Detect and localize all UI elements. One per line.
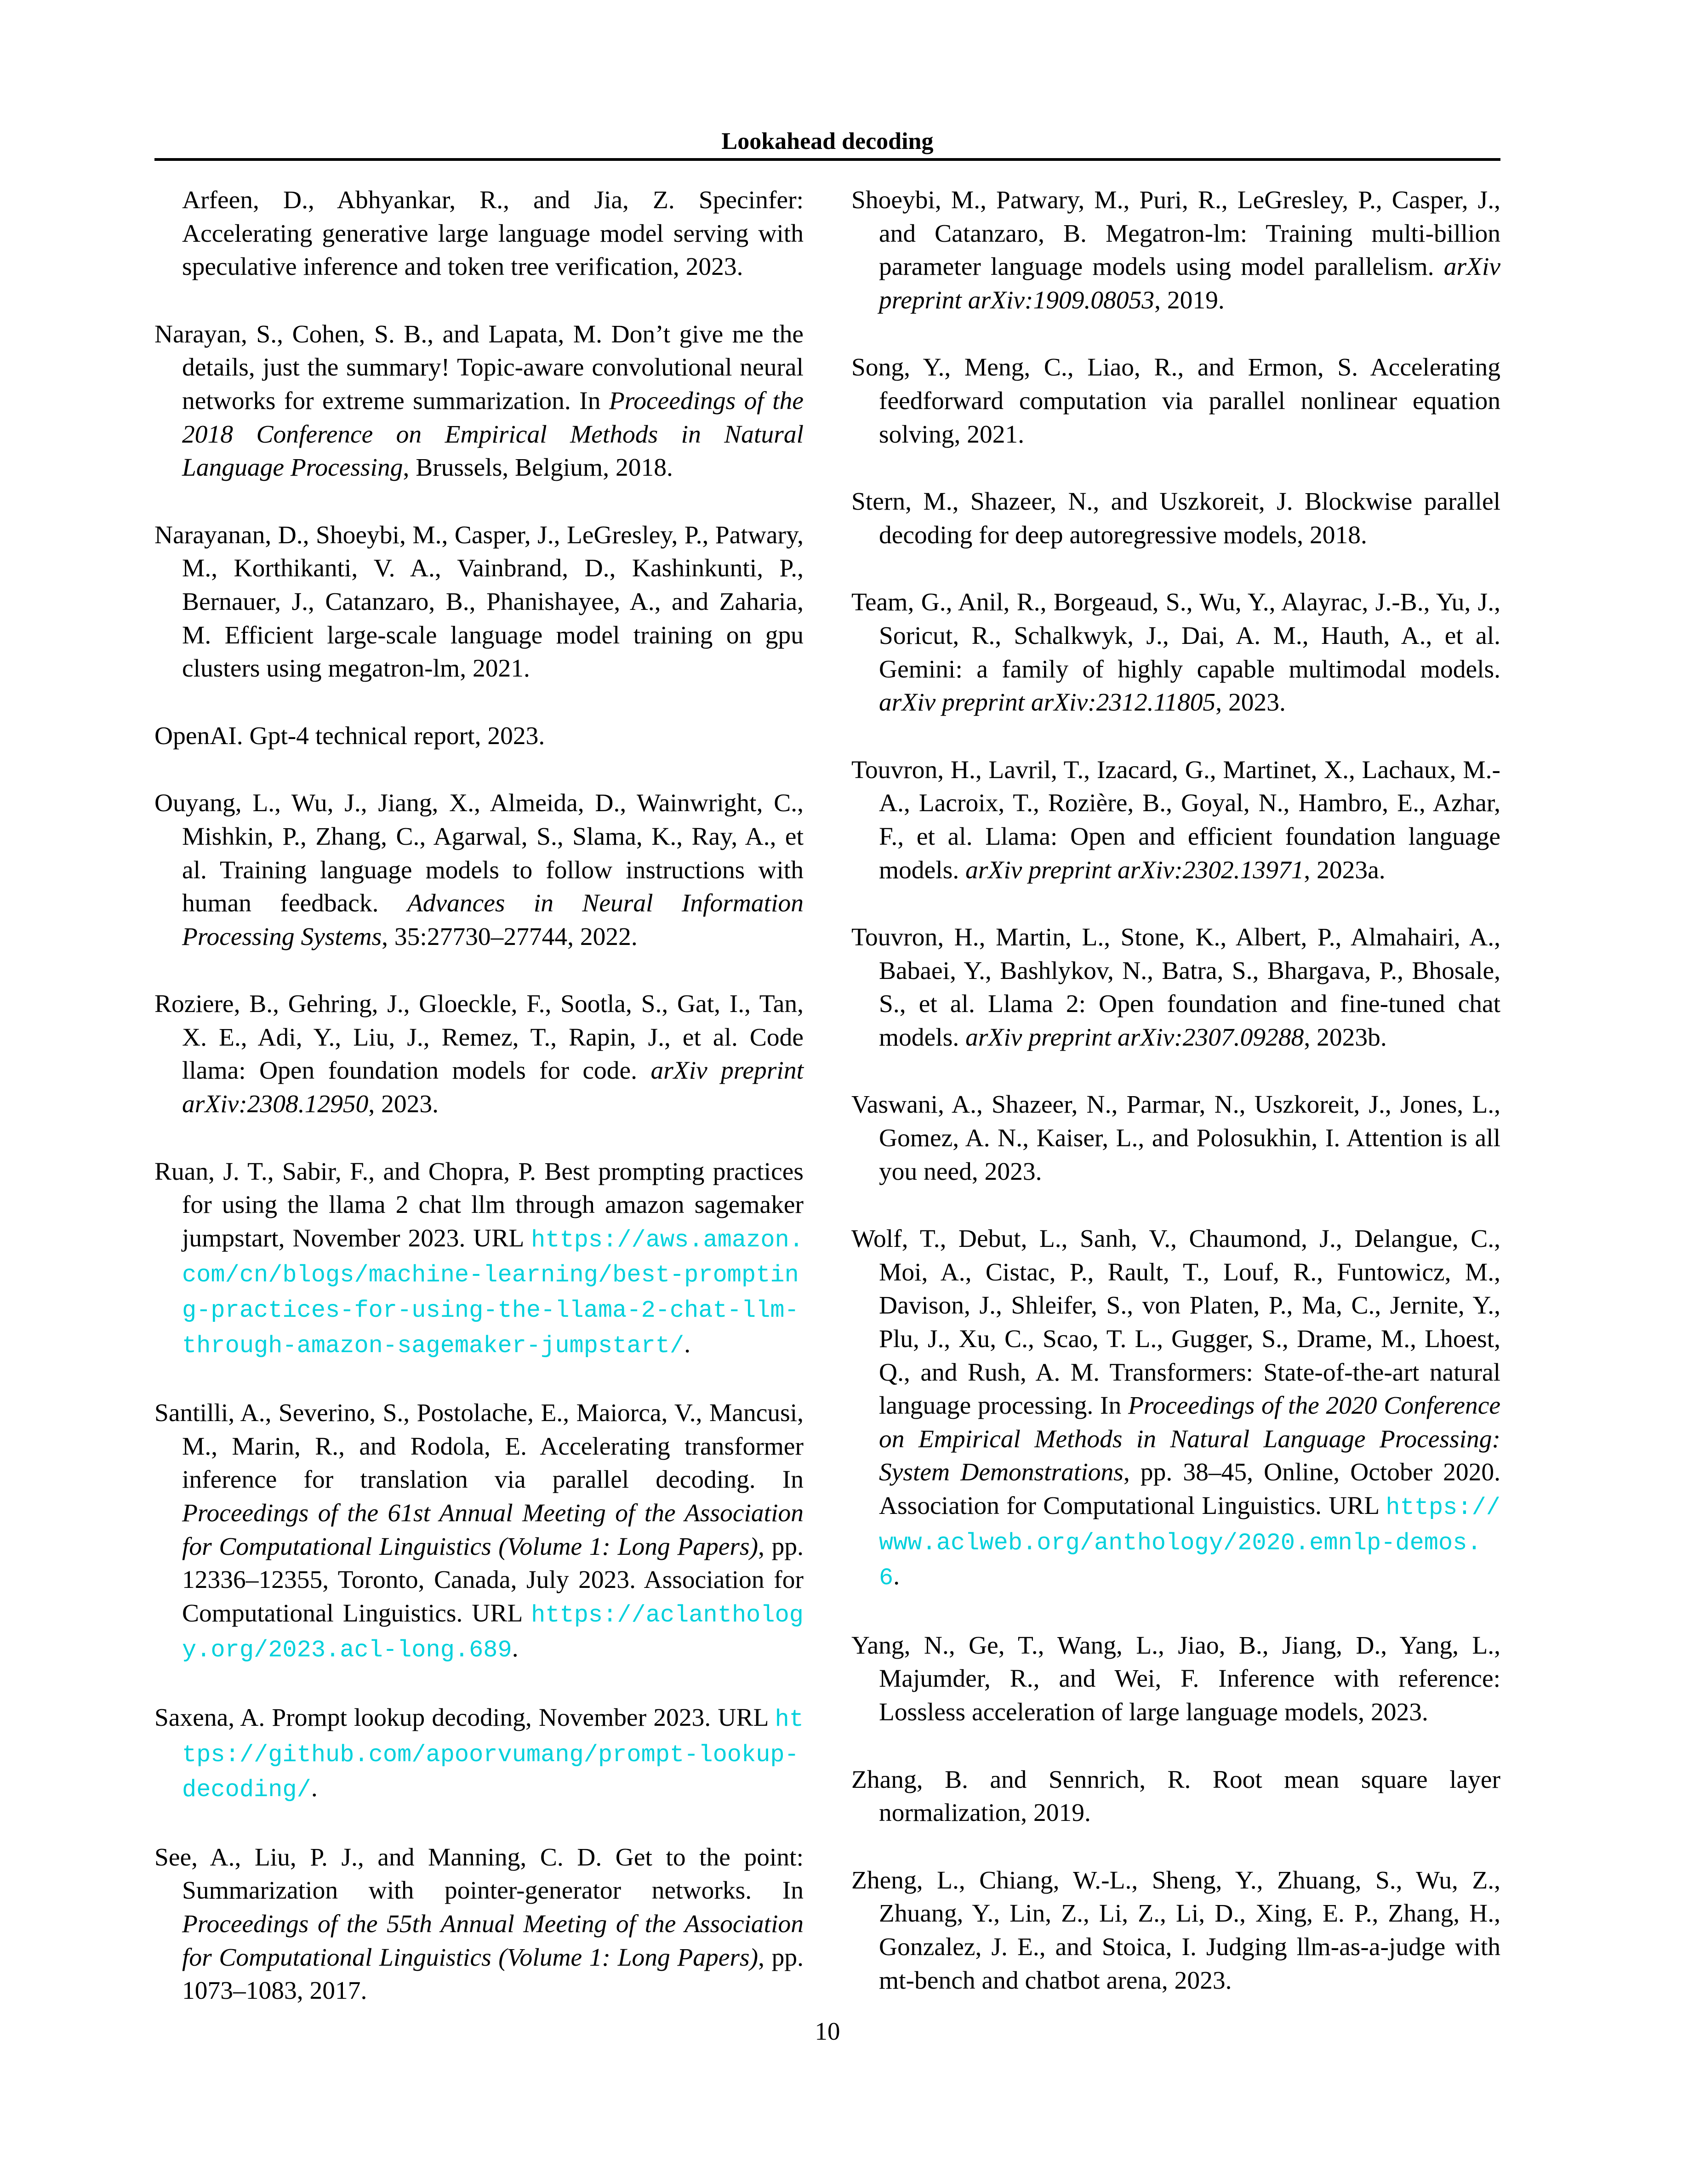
- reference-text: Vaswani, A., Shazeer, N., Parmar, N., Uszkoreit, J., Jones, L., Gomez, A. N., Kaiser, L., and Polosukhin, I. Attention is all you need, 2023.: [851, 1091, 1500, 1186]
- reference-venue: Advances in Neural Information Processing Systems: [182, 889, 804, 951]
- reference-tail: .: [311, 1774, 318, 1803]
- reference-entry: [154, 988, 804, 1121]
- reference-url-link[interactable]: https://www.aclweb.org/anthology/2020.emnlp-demos.6: [879, 1494, 1500, 1592]
- reference-entry: [851, 754, 1500, 887]
- reference-entry: [154, 1155, 804, 1363]
- reference-entry: [851, 351, 1500, 451]
- header-rule: [154, 158, 1500, 161]
- references-left-column: [154, 184, 804, 2042]
- reference-text: Zheng, L., Chiang, W.-L., Sheng, Y., Zhuang, S., Wu, Z., Zhuang, Y., Lin, Z., Li, Z., Li, D., Xing, E. P., Zhang, H., Gonzalez, J. E., and Stoica, I. Judging llm-as-a-judge with mt-bench and chatbot arena, 2023.: [851, 1866, 1500, 1995]
- reference-tail: , 35:27730–27744, 2022.: [382, 922, 638, 951]
- reference-url-link[interactable]: https://aws.amazon.com/cn/blogs/machine-learning/best-prompting-practices-for-using-the-llama-2-chat-llm-through-amazon-sagemaker-jumpstart/: [182, 1226, 804, 1359]
- reference-venue: arXiv preprint arXiv:2302.13971: [965, 856, 1304, 884]
- reference-entry: [851, 184, 1500, 317]
- reference-entry: [851, 1223, 1500, 1595]
- reference-venue: arXiv preprint arXiv:2308.12950: [182, 1057, 804, 1119]
- reference-tail: , 2019.: [1154, 286, 1225, 314]
- reference-text: Wolf, T., Debut, L., Sanh, V., Chaumond, J., Delangue, C., Moi, A., Cistac, P., Rault, T., Louf, R., Funtowicz, M., Davison, J., Shleifer, S., von Platen, P., Ma, C., Jernite, Y., Plu, J., Xu, C., Scao, T. L., Gugger, S., Drame, M., Lhoest, Q., and Rush, A. M. Transformers: State-of-the-art natural language processing. In: [851, 1225, 1500, 1420]
- reference-entry: [154, 1397, 804, 1667]
- reference-tail: , 2023.: [1215, 688, 1286, 717]
- reference-text: Santilli, A., Severino, S., Postolache, E., Maiorca, V., Mancusi, M., Marin, R., and Rodola, E. Accelerating transformer inference for translation via parallel decoding. In: [154, 1399, 804, 1494]
- reference-text: Zhang, B. and Sennrich, R. Root mean square layer normalization, 2019.: [851, 1765, 1500, 1827]
- reference-text: Song, Y., Meng, C., Liao, R., and Ermon, S. Accelerating feedforward computation via parallel nonlinear equation solving, 2021.: [851, 353, 1500, 449]
- reference-venue: Proceedings of the 2020 Conference on Empirical Methods in Natural Language Processing: System Demonstrations: [879, 1392, 1500, 1487]
- reference-tail: , 2023a.: [1304, 856, 1386, 884]
- reference-text: Ouyang, L., Wu, J., Jiang, X., Almeida, D., Wainwright, C., Mishkin, P., Zhang, C., Agarwal, S., Slama, K., Ray, A., et al. Training language models to follow instructions with human feedback.: [154, 789, 804, 918]
- reference-venue: Proceedings of the 2018 Conference on Empirical Methods in Natural Language Processing: [182, 387, 804, 482]
- reference-tail: , pp. 12336–12355, Toronto, Canada, July 2023. Association for Computational Linguistics. URL: [182, 1532, 804, 1627]
- reference-entry: [851, 1629, 1500, 1729]
- reference-entry: [154, 184, 804, 284]
- reference-entry: [851, 1088, 1500, 1189]
- reference-entry: [154, 318, 804, 485]
- reference-entry: [154, 1701, 804, 1807]
- reference-text: Team, G., Anil, R., Borgeaud, S., Wu, Y., Alayrac, J.-B., Yu, J., Soricut, R., Schalkwyk, J., Dai, A. M., Hauth, A., et al. Gemini: a family of highly capable multimodal models.: [851, 588, 1500, 683]
- reference-venue: arXiv preprint arXiv:2307.09288: [965, 1023, 1304, 1052]
- reference-text: Narayan, S., Cohen, S. B., and Lapata, M. Don’t give me the details, just the summary! Topic-aware convolutional neural networks for extreme summarization. In: [154, 320, 804, 415]
- reference-text: Roziere, B., Gehring, J., Gloeckle, F., Sootla, S., Gat, I., Tan, X. E., Adi, Y., Liu, J., Remez, T., Rapin, J., et al. Code llama: Open foundation models for code.: [154, 990, 804, 1085]
- reference-venue: arXiv preprint arXiv:2312.11805: [879, 688, 1216, 717]
- reference-tail: , 2023.: [368, 1090, 439, 1119]
- page-number: 10: [815, 2017, 840, 2045]
- reference-entry: [851, 586, 1500, 719]
- reference-venue: Proceedings of the 61st Annual Meeting of the Association for Computational Linguistics (Volume 1: Long Papers): [182, 1499, 804, 1561]
- reference-tail: .: [893, 1562, 900, 1591]
- reference-entry: [154, 1841, 804, 2008]
- reference-entry: [154, 787, 804, 954]
- reference-venue: arXiv preprint arXiv:1909.08053: [879, 253, 1500, 314]
- reference-tail: .: [512, 1634, 519, 1663]
- reference-text: Touvron, H., Lavril, T., Izacard, G., Martinet, X., Lachaux, M.-A., Lacroix, T., Rozière, B., Goyal, N., Hambro, E., Azhar, F., et al. Llama: Open and efficient foundation language models.: [851, 756, 1500, 884]
- reference-text: Shoeybi, M., Patwary, M., Puri, R., LeGresley, P., Casper, J., and Catanzaro, B. Megatron-lm: Training multi-billion parameter language models using model parallelism.: [851, 186, 1500, 281]
- reference-tail: , Brussels, Belgium, 2018.: [403, 454, 673, 482]
- reference-text: OpenAI. Gpt-4 technical report, 2023.: [154, 722, 545, 750]
- reference-entry: [154, 519, 804, 686]
- reference-entry: [154, 720, 804, 753]
- reference-tail: .: [684, 1330, 691, 1358]
- references-right-column: [851, 184, 1500, 2031]
- reference-entry: [851, 1763, 1500, 1830]
- reference-text: Stern, M., Shazeer, N., and Uszkoreit, J. Blockwise parallel decoding for deep autoregressive models, 2018.: [851, 488, 1500, 549]
- reference-text: Narayanan, D., Shoeybi, M., Casper, J., LeGresley, P., Patwary, M., Korthikanti, V. A., Vainbrand, D., Kashinkunti, P., Bernauer, J., Catanzaro, B., Phanishayee, A., and Zaharia, M. Efficient large-scale language model training on gpu clusters using megatron-lm, 2021.: [154, 521, 804, 683]
- reference-entry: [851, 485, 1500, 552]
- reference-text: Arfeen, D., Abhyankar, R., and Jia, Z. Specinfer: Accelerating generative large language model serving with speculative inference and token tree verification, 2023.: [182, 186, 804, 281]
- reference-entry: [851, 1864, 1500, 1997]
- reference-text: Ruan, J. T., Sabir, F., and Chopra, P. Best prompting practices for using the llama 2 chat llm through amazon sagemaker jumpstart, November 2023. URL: [154, 1157, 804, 1252]
- reference-tail: , pp. 38–45, Online, October 2020. Association for Computational Linguistics. URL: [879, 1458, 1500, 1520]
- running-head: Lookahead decoding: [721, 128, 934, 154]
- reference-tail: , pp. 1073–1083, 2017.: [182, 1943, 804, 2005]
- reference-url-link[interactable]: https://github.com/apoorvumang/prompt-lookup-decoding/: [182, 1706, 804, 1804]
- reference-text: See, A., Liu, P. J., and Manning, C. D. Get to the point: Summarization with pointer-generator networks. In: [154, 1843, 804, 1905]
- reference-text: Saxena, A. Prompt lookup decoding, November 2023. URL: [154, 1703, 775, 1732]
- reference-text: Yang, N., Ge, T., Wang, L., Jiao, B., Jiang, D., Yang, L., Majumder, R., and Wei, F. Inference with reference: Lossless acceleration of large language models, 2023.: [851, 1631, 1500, 1726]
- reference-tail: , 2023b.: [1304, 1023, 1387, 1052]
- reference-entry: [851, 921, 1500, 1054]
- reference-url-link[interactable]: https://aclanthology.org/2023.acl-long.689: [182, 1601, 804, 1664]
- reference-text: Touvron, H., Martin, L., Stone, K., Albert, P., Almahairi, A., Babaei, Y., Bashlykov, N., Batra, S., Bhargava, P., Bhosale, S., et al. Llama 2: Open foundation and fine-tuned chat models.: [851, 923, 1500, 1052]
- reference-venue: Proceedings of the 55th Annual Meeting of the Association for Computational Linguistics (Volume 1: Long Papers): [182, 1910, 804, 1972]
